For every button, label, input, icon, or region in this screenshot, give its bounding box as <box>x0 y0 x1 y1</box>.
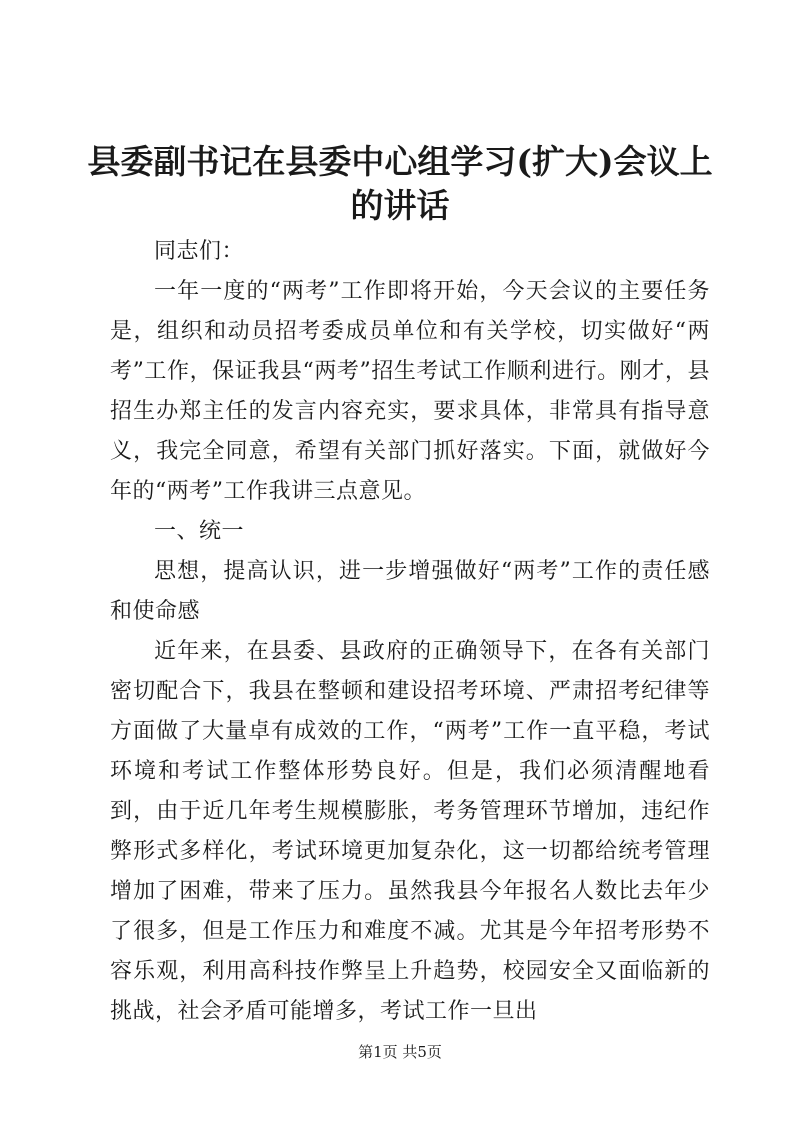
section-subheading: 思想，提高认识，进一步增强做好“两考”工作的责任感和使命感 <box>110 559 710 624</box>
section-heading-one: 一、统一 <box>154 519 245 544</box>
document-title: 县委副书记在县委中心组学习(扩大)会议上的讲话 <box>87 142 713 225</box>
paragraph-intro: 一年一度的“两考”工作即将开始，今天会议的主要任务是，组织和动员招考委成员单位和有关学校，切实做好“两考”工作，保证我县“两考”招生考试工作顺利进行。刚才，县招生办郑主任的发言内容充实，要求具体，非常具有指导意义，我完全同意，希望有关部门抓好落实。下面，就做好今年的“两考”工作我讲三点意见。 <box>110 279 710 504</box>
paragraph-salutation: 同志们： <box>154 239 245 264</box>
document-body <box>110 232 710 1032</box>
paragraph-body: 近年来，在县委、县政府的正确领导下，在各有关部门密切配合下，我县在整顿和建设招考环境、严肃招考纪律等方面做了大量卓有成效的工作，“两考”工作一直平稳，考试环境和考试工作整体形势良好。但是，我们必须清醒地看到，由于近几年考生规模膨胀，考务管理环节增加，违纪作弊形式多样化，考试环境更加复杂化，这一切都给统考管理增加了困难，带来了压力。虽然我县今年报名人数比去年少了很多，但是工作压力和难度不减。尤其是今年招考形势不容乐观，利用高科技作弊呈上升趋势，校园安全又面临新的挑战，社会矛盾可能增多，考试工作一旦出 <box>110 639 710 1024</box>
page-footer: 第1页 共5页 <box>358 1043 442 1061</box>
